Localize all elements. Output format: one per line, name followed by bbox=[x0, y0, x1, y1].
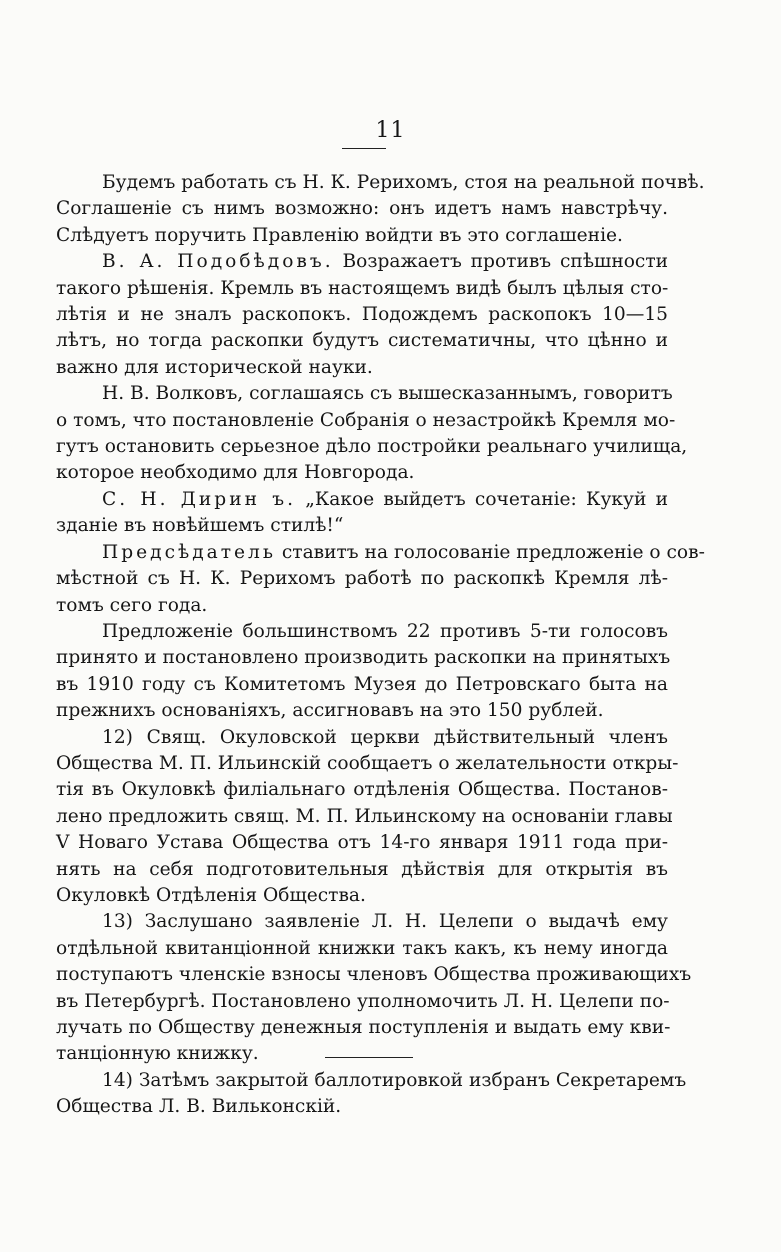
text-line bbox=[56, 460, 668, 486]
line-text: танціонную книжку. bbox=[56, 1043, 259, 1065]
text-line bbox=[56, 328, 668, 354]
line-text: поступаютъ членскіе взносы членовъ Общества проживающихъ bbox=[56, 964, 692, 986]
text-line bbox=[56, 434, 688, 460]
line-text: лено предложить свящ. М. П. Ильинскому на основаніи главы bbox=[56, 805, 673, 827]
text-line bbox=[56, 1094, 668, 1120]
text-line bbox=[56, 698, 668, 724]
line-text: нять на себя подготовительныя дѣйствія для открытія въ bbox=[56, 858, 668, 880]
line-text: 14) Затѣмъ закрытой баллотировкой избранъ Секретаремъ bbox=[102, 1069, 687, 1091]
text-line bbox=[56, 513, 668, 539]
paragraph bbox=[56, 540, 705, 619]
text-line bbox=[56, 883, 668, 909]
line-text: лучать по Обществу денежныя поступленія и выдать ему кви- bbox=[56, 1017, 671, 1038]
line-text: 13) Заслушано заявленіе Л. Н. Целепи о выдачѣ ему bbox=[102, 911, 668, 933]
text-line bbox=[56, 777, 668, 803]
text-line bbox=[56, 725, 668, 751]
text-line bbox=[56, 645, 671, 671]
text-line bbox=[56, 487, 668, 513]
line-text: Общества М. П. Ильинскій сообщаетъ о желательности откры- bbox=[56, 752, 679, 774]
line-text: V Новаго Устава Общества отъ 14-го января 1911 года при- bbox=[56, 832, 668, 854]
line-text: Н. В. Волковъ, соглашаясь съ вышесказаннымъ, говоритъ bbox=[102, 383, 673, 405]
text-block bbox=[56, 170, 705, 1121]
line-text: мѣстной съ Н. К. Рерихомъ работѣ по раскопкѣ Кремля лѣ- bbox=[56, 568, 668, 590]
text-line bbox=[56, 619, 668, 645]
text-line bbox=[56, 751, 679, 777]
line-text: лѣтія и не зналъ раскопокъ. Подождемъ раскопокъ 10—15 bbox=[56, 304, 668, 326]
text-line bbox=[56, 355, 668, 381]
line-text: Общества Л. В. Вильконскій. bbox=[56, 1096, 342, 1118]
text-line bbox=[56, 249, 668, 275]
line-text: отдѣльной квитанціонной книжки такъ какъ, къ нему иногда bbox=[56, 937, 668, 959]
line-text: лѣтъ, но тогда раскопки будутъ систематичны, что цѣнно и bbox=[56, 330, 668, 352]
paragraph bbox=[56, 619, 671, 725]
end-rule bbox=[325, 1057, 413, 1058]
line-text: которое необходимо для Новгорода. bbox=[56, 462, 415, 484]
text-line bbox=[56, 909, 668, 935]
line-text: Соглашеніе съ нимъ возможно: онъ идетъ намъ навстрѣчу. bbox=[56, 198, 668, 220]
line-text: гутъ остановить серьезное дѣло постройки реальнаго училища, bbox=[56, 436, 688, 458]
text-line bbox=[56, 566, 668, 592]
text-line bbox=[56, 1015, 671, 1041]
line-text: Будемъ работать съ Н. К. Рерихомъ, стоя на реальной почвѣ. bbox=[102, 172, 705, 193]
text-line bbox=[56, 962, 692, 988]
paragraph bbox=[56, 725, 679, 910]
paragraph bbox=[56, 170, 705, 249]
speaker-name: Предсѣдатель bbox=[102, 541, 276, 563]
line-text: въ Петербургѣ. Постановлено уполномочить Л. Н. Целепи по- bbox=[56, 990, 670, 1012]
text-line bbox=[56, 276, 668, 302]
text-line bbox=[56, 1041, 668, 1067]
line-text: прежнихъ основаніяхъ, ассигновавъ на это 150 рублей. bbox=[56, 700, 604, 722]
line-text: о томъ, что постановленіе Собранія о незастройкѣ Кремля мо- bbox=[56, 409, 676, 431]
text-line bbox=[56, 593, 668, 619]
text-line bbox=[56, 381, 673, 407]
text-line bbox=[56, 936, 668, 962]
text-line bbox=[56, 302, 668, 328]
page-number-rule bbox=[342, 148, 386, 149]
paragraph bbox=[56, 249, 668, 381]
text-line bbox=[56, 804, 673, 830]
text-line bbox=[56, 672, 668, 698]
text-line bbox=[56, 989, 668, 1015]
text-line bbox=[56, 408, 676, 434]
text-line bbox=[56, 1068, 687, 1094]
line-text: Слѣдуетъ поручить Правленію войдти въ это соглашеніе. bbox=[56, 224, 623, 246]
text-line bbox=[56, 196, 668, 222]
page-number: 11 bbox=[375, 118, 406, 143]
text-line bbox=[56, 830, 668, 856]
line-text: такого рѣшенія. Кремль въ настоящемъ видѣ былъ цѣлыя сто- bbox=[56, 277, 669, 299]
line-text: принято и постановлено производить раскопки на принятыхъ bbox=[56, 647, 671, 669]
speaker-name: В. А. Подобѣдовъ. bbox=[102, 251, 334, 273]
line-text: томъ сего года. bbox=[56, 594, 208, 616]
text-line bbox=[56, 857, 668, 883]
text-line bbox=[56, 540, 705, 566]
paragraph bbox=[56, 487, 668, 540]
paragraph bbox=[56, 381, 688, 487]
line-text: важно для исторической науки. bbox=[56, 356, 373, 378]
line-text: ставитъ на голосованіе предложеніе о сов- bbox=[275, 541, 705, 563]
paragraph bbox=[56, 1068, 687, 1121]
line-text: тія въ Окуловкѣ филіальнаго отдѣленія Общества. Постанов- bbox=[56, 779, 668, 801]
line-text: 12) Свящ. Окуловской церкви дѣйствительный членъ bbox=[102, 726, 668, 748]
speaker-name: С. Н. Дирин ъ. bbox=[102, 488, 296, 510]
line-text: Предложеніе большинствомъ 22 противъ 5-ти голосовъ bbox=[102, 620, 668, 642]
line-text: Возражаетъ противъ спѣшности bbox=[333, 251, 668, 273]
line-text: зданіе въ новѣйшемъ стилѣ!“ bbox=[56, 515, 344, 537]
line-text: Окуловкѣ Отдѣленія Общества. bbox=[56, 884, 366, 906]
paragraph bbox=[56, 909, 692, 1067]
line-text: „Какое выйдетъ сочетаніе: Кукуй и bbox=[295, 488, 668, 510]
text-line bbox=[56, 223, 668, 249]
line-text: въ 1910 году съ Комитетомъ Музея до Петровскаго быта на bbox=[56, 673, 668, 695]
text-line bbox=[56, 170, 705, 196]
